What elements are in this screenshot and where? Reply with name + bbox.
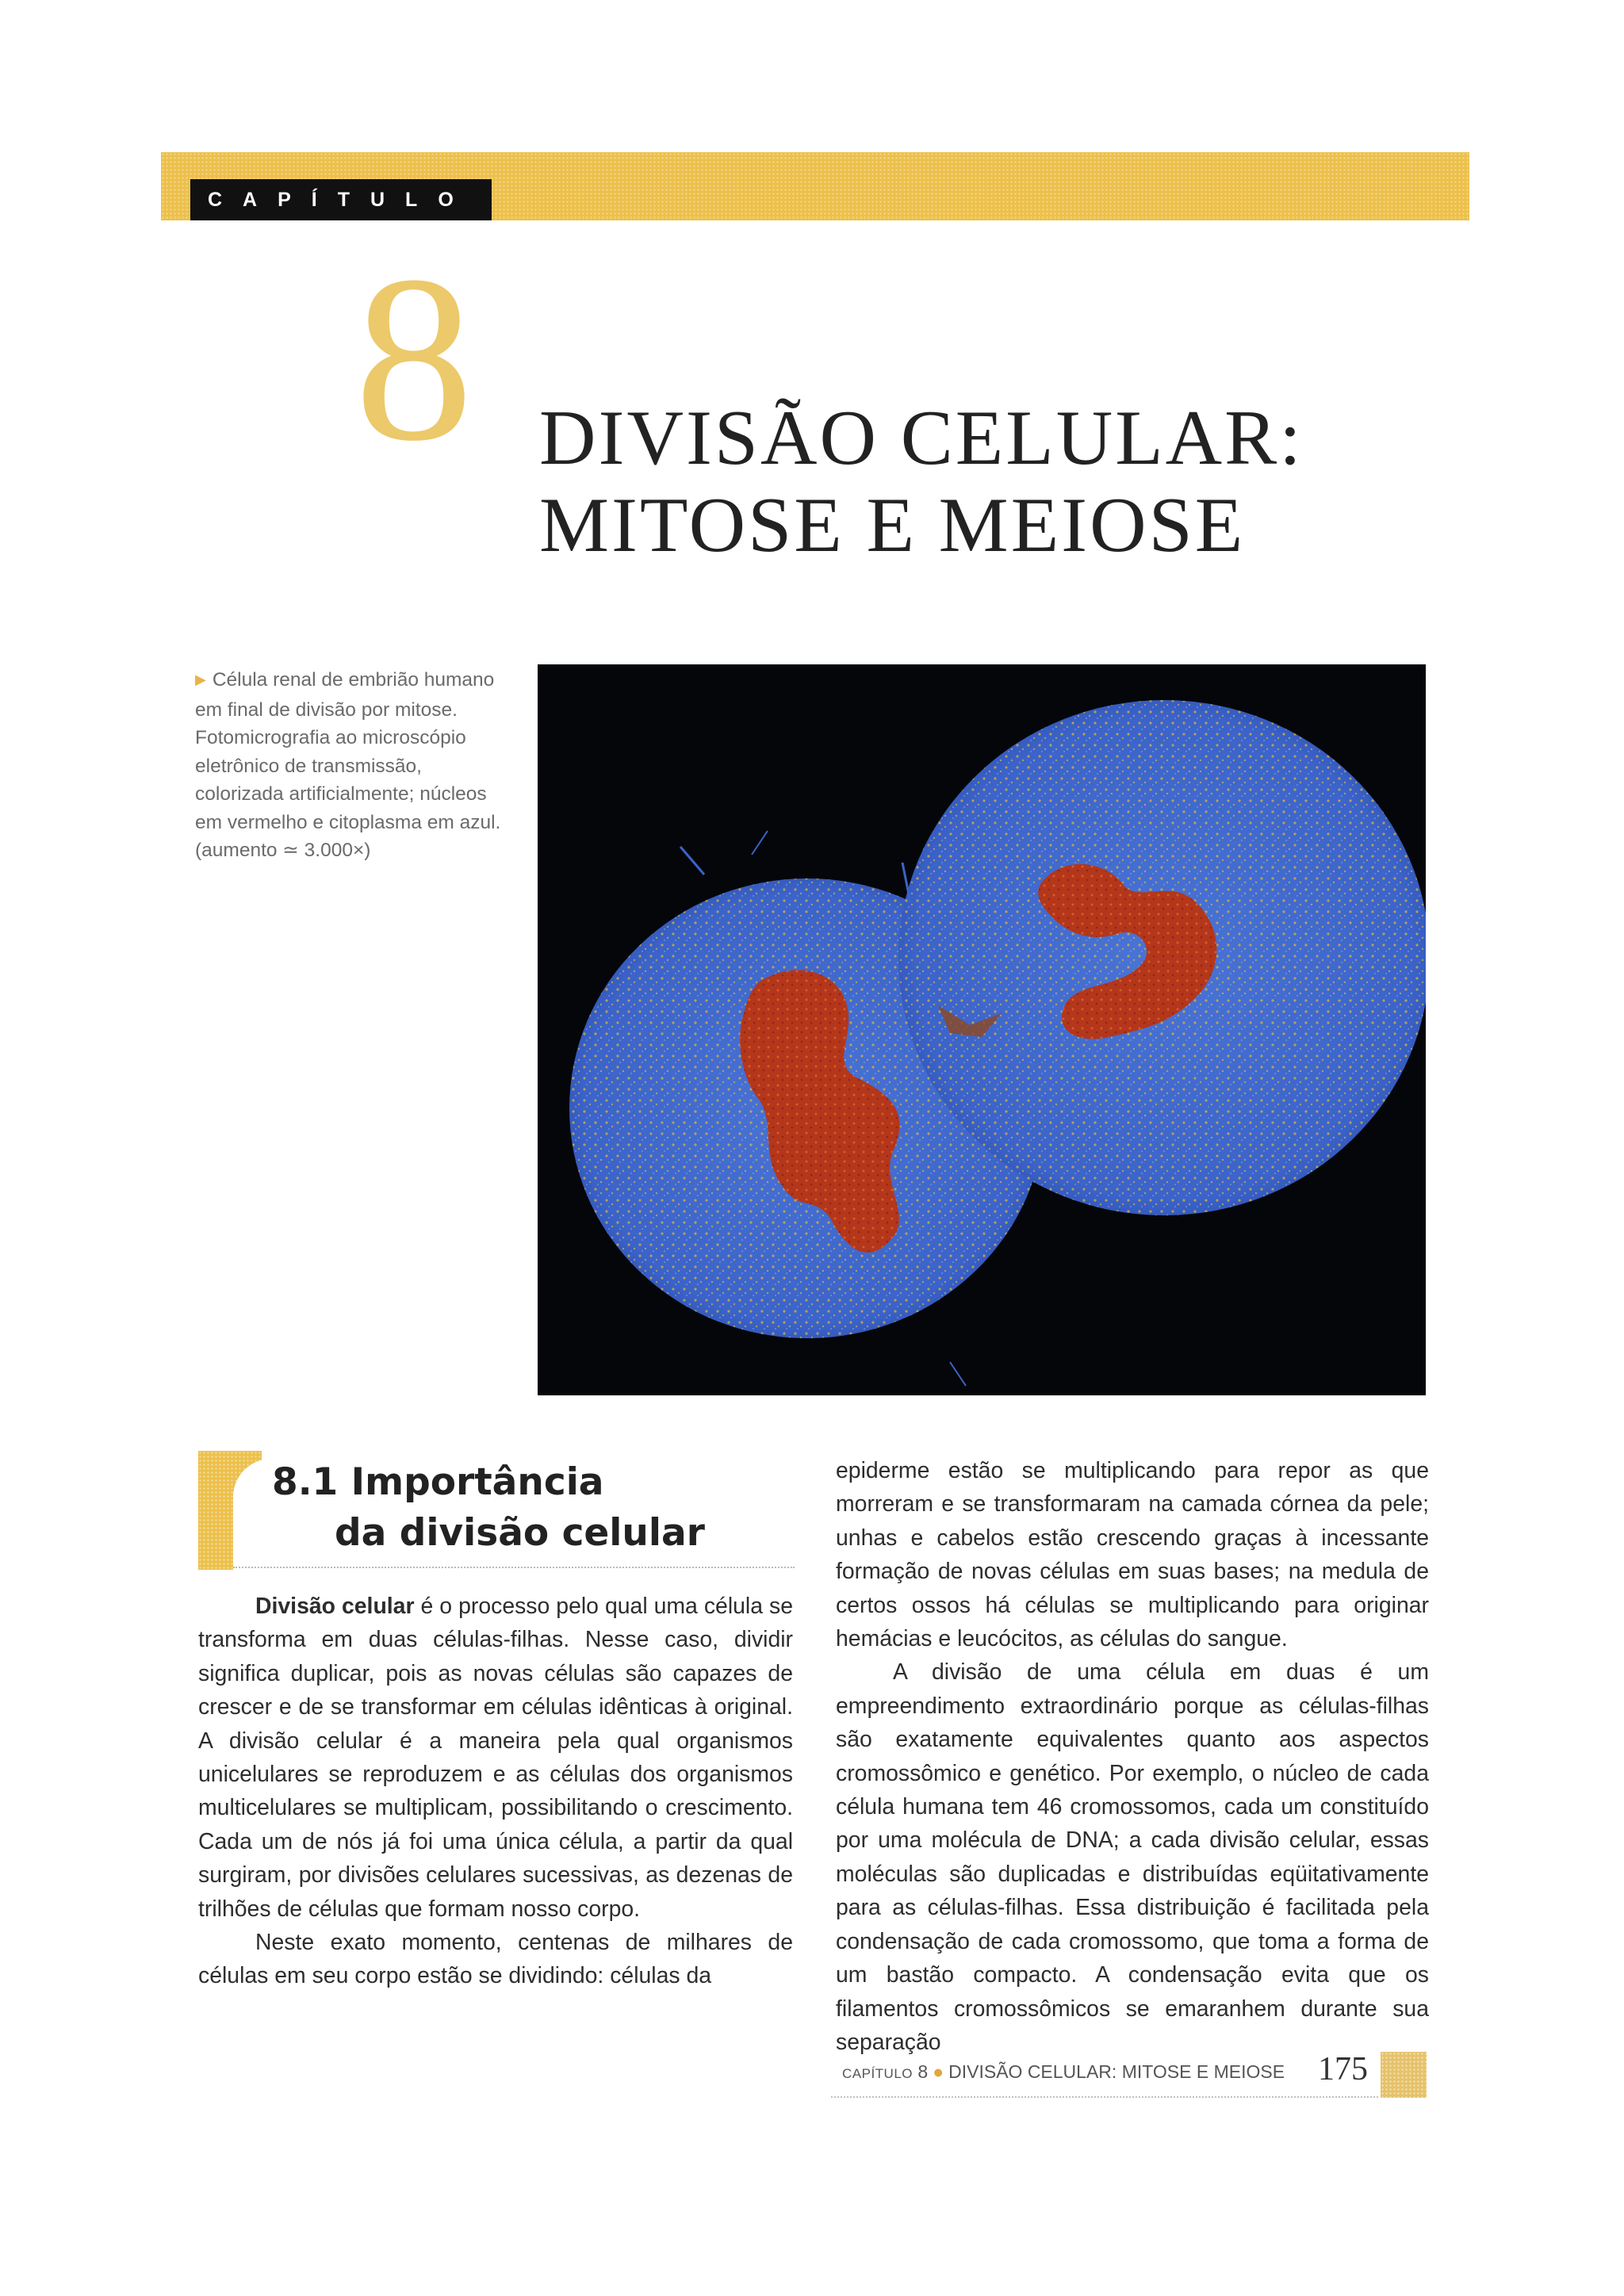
footer-chapter-number: 8 [917, 2061, 929, 2082]
key-term: Divisão celular [255, 1594, 415, 1619]
chapter-label: CAPÍTULO [190, 179, 492, 220]
figure-caption-text: Célula renal de embrião humano em final de divisão por mitose. Fotomicrografia ao microscópio eletrônico de transmissão, colorizada artificialmente; núcleos em vermelho e citoplasma em azul. (aumento ≃ 3.000×) [195, 669, 501, 861]
footer-running-title: DIVISÃO CELULAR: MITOSE E MEIOSE [948, 2061, 1285, 2082]
figure-caption [195, 666, 504, 865]
paragraph-text: é o processo pelo qual uma célula se transforma em duas células-filhas. Nesse caso, dividir significa duplicar, pois as novas células são capazes de crescer e de se transformar em células idênticas à original. A divisão celular é a maneira pela qual organismos unicelulares se reproduzem e as células dos organismos multicelulares se multiplicam, possibilitando o crescimento. Cada um de nós já foi uma única célula, a partir da qual surgiram, por divisões celulares sucessivas, as dezenas de trilhões de células que formam nosso corpo. [198, 1594, 794, 1922]
micrograph-illustration [538, 664, 1426, 1395]
bullet-icon: ● [933, 2061, 944, 2082]
section-title-line-2: da divisão celular [335, 1511, 705, 1555]
footer-chapter-word: CAPÍTULO [842, 2066, 914, 2081]
footer-ornament [1381, 2052, 1427, 2098]
section-title [272, 1457, 705, 1559]
cell-division-micrograph [538, 664, 1426, 1395]
running-footer [842, 2061, 1285, 2083]
paragraph: A divisão de uma célula em duas é um empreendimento extraordinário porque as células-filhas são exatamente equivalentes quanto aos aspectos cromossômico e genético. Por exemplo, o núcleo de cada célula humana tem 46 cromossomos, cada um constituído por uma molécula de DNA; a cada divisão celular, essas moléculas são duplicadas e distribuídas eqüitativamente para as células-filhas. Essa distribuição é facilitada pela condensação de cada cromossomo, que toma a forma de um bastão compacto. A condensação evita que os filamentos cromossômicos se emaranhem durante sua separação [836, 1659, 1429, 2055]
left-text-column [198, 1590, 793, 1993]
right-text-column [836, 1454, 1429, 2059]
chapter-title-line-1: DIVISÃO CELULAR: [539, 395, 1304, 481]
section-heading [198, 1451, 793, 1570]
paragraph: epiderme estão se multiplicando para repor as que morreram e se transformaram na camada córnea da pele; unhas e cabelos estão crescendo graças à incessante formação de novas células em suas bases; na medula de certos ossos há células se multiplicando para originar hemácias e leucócitos, as células do sangue. [836, 1458, 1429, 1652]
section-title-line-1: 8.1 Importância [272, 1460, 604, 1504]
chapter-title-line-2: MITOSE E MEIOSE [539, 482, 1246, 568]
chapter-title [539, 395, 1491, 569]
caption-arrow-icon: ▶ [195, 672, 206, 687]
paragraph [198, 1590, 793, 1926]
paragraph: Neste exato momento, centenas de milhares de células em seu corpo estão se dividindo: células da [198, 1930, 793, 1989]
page-footer [831, 2050, 1430, 2098]
page-number: 175 [1318, 2051, 1368, 2087]
chapter-number: 8 [354, 227, 473, 490]
